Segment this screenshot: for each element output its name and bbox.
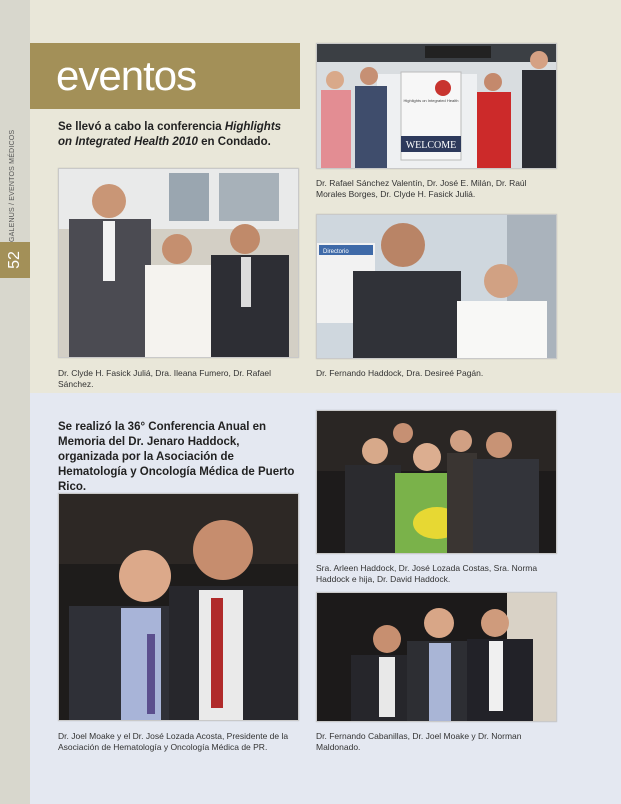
event1-headline: Se llevó a cabo la conferencia Highlights on Integrated Health 2010 en Condado. bbox=[58, 121, 282, 148]
caption-three-doctors: Dr. Clyde H. Fasick Juliá, Dra. Ileana Fumero, Dr. Rafael Sánchez. bbox=[58, 368, 272, 389]
event2-headline: Se realizó la 36° Conferencia Anual en Memoria del Dr. Jenaro Haddock, organizada por la Asociación de Hematología y Oncología Médica de Puerto Rico. bbox=[58, 421, 295, 493]
caption-haddock-family: Sra. Arleen Haddock, Dr. José Lozada Costas, Sra. Norma Haddock e hija, Dr. David Haddock. bbox=[316, 563, 538, 584]
section-label: GALENUS / EVENTOS MÉDICOS bbox=[9, 129, 16, 242]
caption-photo-welcome: Dr. Rafael Sánchez Valentín, Dr. José E. Milán, Dr. Raúl Morales Borges, Dr. Clyde H. Fasick Juliá. bbox=[316, 178, 527, 199]
page-number: 52 bbox=[6, 251, 23, 269]
photo-moake-lozada bbox=[58, 493, 299, 721]
photo-two-doctors bbox=[316, 214, 557, 359]
welcome-sign-text: WELCOME bbox=[405, 140, 457, 151]
caption-moake-lozada: Dr. Joel Moake y el Dr. José Lozada Acosta, Presidente de la Asociación de Hematología y Oncología Médica de PR. bbox=[58, 731, 289, 752]
photo-three-men bbox=[316, 592, 557, 722]
photo-haddock-family bbox=[316, 410, 557, 554]
poster-text: Highlights on Integrated Health bbox=[403, 98, 459, 103]
sidebar-strip bbox=[0, 0, 30, 804]
caption-three-men: Dr. Fernando Cabanillas, Dr. Joel Moake y Dr. Norman Maldonado. bbox=[316, 731, 522, 752]
directory-sign-text: Directorio bbox=[323, 249, 349, 255]
caption-two-doctors: Dr. Fernando Haddock, Dra. Desireé Pagán. bbox=[316, 368, 484, 378]
photo-welcome-group bbox=[316, 43, 557, 169]
photo-three-doctors bbox=[58, 168, 299, 358]
banner-title: eventos bbox=[56, 52, 197, 99]
